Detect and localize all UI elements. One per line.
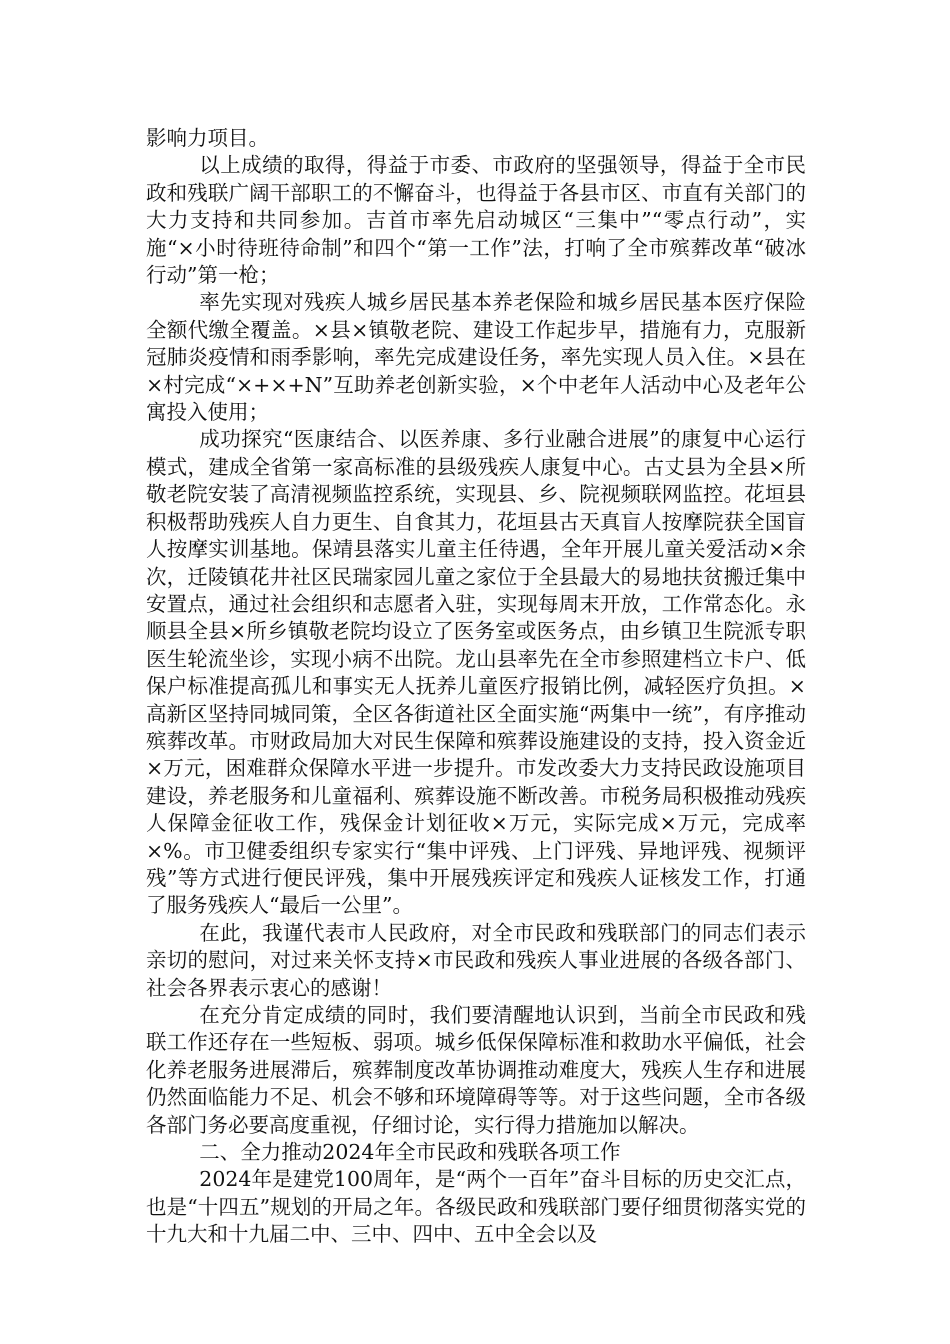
paragraph-achievements-credit: 以上成绩的取得，得益于市委、市政府的坚强领导，得益于全市民政和残联广阔干部职工的不懈奋斗，也得益于各县市区、市直有关部门的大力支持和共同参加。吉首市率先启动城区“三集中”“零点行动”，实施“×小时待班待命制”和四个“第一工作”法，打响了全市殡葬改革“破冰行动”第一枪；	[146, 153, 806, 288]
section-heading: 二、全力推动2024年全市民政和残联各项工作	[199, 1140, 621, 1165]
paragraph-rehabilitation-model: 成功探究“医康结合、以医养康、多行业融合进展”的康复中心运行模式，建成全省第一家高标准的县级残疾人康复中心。古丈县为全县×所敬老院安装了高清视频监控系统，实现县、乡、院视频联网监控。花垣县积极帮助残疾人自力更生、自食其力，花垣县古天真盲人按摩院获全国盲人按摩实训基地。保靖县落实儿童主任待遇，全年开展儿童关爱活动×余次，迁陵镇花井社区民瑞家园儿童之家位于全县最大的易地扶贫搬迁集中安置点，通过社会组织和志愿者入驻，实现每周末开放，工作常态化。永顺县全县×所乡镇敬老院均设立了医务室或医务点，由乡镇卫生院派专职医生轮流坐诊，实现小病不出院。龙山县率先在全市参照建档立卡户、低保户标准提高孤儿和事实无人抚养儿童医疗报销比例，减轻医疗负担。×高新区坚持同城同策，全区各街道社区全面实施“两集中一统”，有序推动殡葬改革。市财政局加大对民生保障和殡葬设施建设的支持，投入资金近×万元，困难群众保障水平进一步提升。市发改委大力支持民政设施项目建设，养老服务和儿童福利、殡葬设施不断改善。市税务局积极推动残疾人保障金征收工作，残保金计划征收×万元，实际完成×万元，完成率×%。市卫健委组织专家实行“集中评残、上门评残、异地评残、视频评残”等方式进行便民评残，集中开展残疾评定和残疾人证核发工作，打通了服务残疾人“最后一公里”。	[146, 427, 806, 918]
paragraph-gratitude: 在此，我谨代表市人民政府，对全市民政和残联部门的同志们表示亲切的慰问，对过来关怀支持×市民政和残疾人事业进展的各级各部门、社会各界表示衷心的感谢！	[146, 920, 806, 1000]
paragraph-shortcomings: 在充分肯定成绩的同时，我们要清醒地认识到，当前全市民政和残联工作还存在一些短板、弱项。城乡低保保障标准和救助水平偏低，社会化养老服务进展滞后，殡葬制度改革协调推动难度大，残疾人生存和进展仍然面临能力不足、机会不够和环境障碍等等。对于这些问题，全市各级各部门务必要高度重视，仔细讨论，实行得力措施加以解决。	[146, 1003, 806, 1137]
paragraph-2024-outlook: 2024年是建党100周年，是“两个一百年”奋斗目标的历史交汇点，也是“十四五”规划的开局之年。各级民政和残联部门要仔细贯彻落实党的十九大和十九届二中、三中、四中、五中全会以及	[146, 1167, 806, 1247]
document-body	[146, 125, 806, 1249]
paragraph-insurance-coverage: 率先实现对残疾人城乡居民基本养老保险和城乡居民基本医疗保险全额代缴全覆盖。×县×镇敬老院、建设工作起步早，措施有力，克服新冠肺炎疫情和雨季影响，率先完成建设任务，率先实现人员入住。×县在×村完成“×+×+N”互助养老创新实验，×个中老年人活动中心及老年公寓投入使用；	[146, 290, 806, 425]
paragraph-continuation: 影响力项目。	[146, 126, 269, 150]
